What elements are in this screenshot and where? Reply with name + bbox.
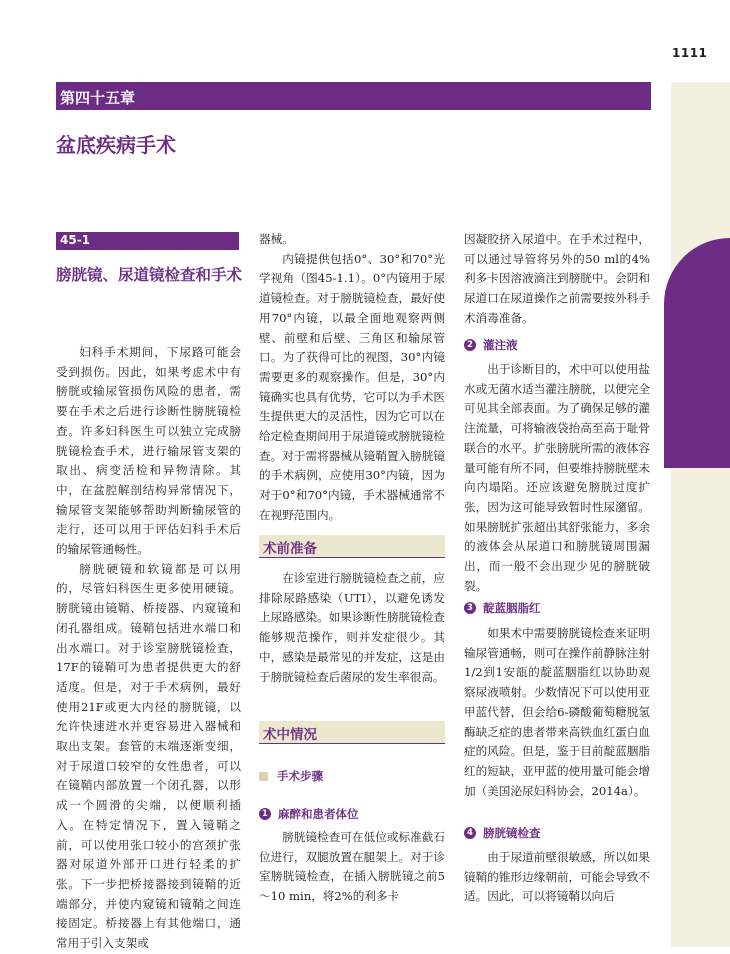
chapter-thumb-tab: [664, 238, 730, 468]
preop-text: [259, 569, 445, 687]
preop-heading-text: 术前准备: [263, 541, 317, 557]
paragraph: 出于诊断目的，术中可以使用盐水或无菌水适当灌注膀胱，以便完全可见其全部表面。为了确保足够的灌注流量，可将输液袋抬高至高于耻骨联合的水平。扩张膀胱所需的液体容量可能有所不同，但要维持膀胱壁未向内塌陷。还应该避免膀胱过度扩张，因为这可能导致暂时性尿潴留。如果膀胱扩张超出其舒张能力，多余的液体会从尿道口和膀胱镜周围漏出，而一般不会出现少见的膀胱破裂。: [464, 362, 650, 593]
square-bullet-icon: [259, 772, 268, 781]
section-title: 膀胱镜、尿道镜检查和手术: [56, 266, 243, 284]
paragraph: 膀胱镜检查可在低位或标准截石位进行，双腿放置在腿架上。对于诊室膀胱镜检查，在插入膀胱镜之前5～10 min，将2%的利多卡: [259, 830, 445, 904]
paragraph: 膀胱硬镜和软镜都是可以用的，尽管妇科医生更多使用硬镜。膀胱镜由镜鞘、桥接器、内窥镜和闭孔器组成。镜鞘包括进水端口和出水端口。对于诊室膀胱镜检查，17F的镜鞘可为患者提供更大的舒适度。但是，对于手术病例，最好使用21F或更大内径的膀胱镜，以允许快速进水并更容易进入器械和取出支架。套管的末端逐渐变细，对于尿道口较窄的女性患者，可以在镜鞘内部放置一个闭孔器，以形成一个圆滑的尖端，以便顺利插入。在特定情况下，置入镜鞘之前，可以使用张口较小的宫颈扩张器对尿道外部开口进行轻柔的扩张。下一步把桥接器接到镜鞘的近端部分，并使内窥镜和镜鞘之间连接固定。桥接器上有其他端口，通常用于引入支架或: [56, 561, 241, 951]
step-3-text: [464, 624, 650, 801]
chapter-title: 盆底疾病手术: [56, 133, 176, 157]
step-2-text: [464, 360, 650, 596]
step-4-heading: [464, 825, 541, 841]
step-4-title: 膀胱镜检查: [483, 826, 541, 840]
step-2-title: 灌注液: [483, 338, 518, 352]
number-circle-icon: 4: [464, 827, 476, 839]
intraop-heading-text: 术中情况: [263, 727, 317, 743]
paragraph: 在诊室进行膀胱镜检查之前，应排除尿路感染（UTI），以避免诱发上尿路感染。如果诊断性膀胱镜检查能够规范操作，则并发症很少。其中，感染是最常见的并发症，这是由于膀胱镜检查后菌尿的发生率很高。: [259, 571, 445, 684]
paragraph: 因凝胶挤入尿道中。在手术过程中，可以通过导管将另外的50 ml的4%利多卡因溶液滴注到膀胱中。会阴和尿道口在尿道操作之前需要按外科手术消毒准备。: [464, 232, 650, 325]
step-3-heading: [464, 600, 541, 616]
section-number: 45-1: [60, 233, 91, 247]
paragraph: 由于尿道前壁很敏感，所以如果镜鞘的锥形边缘朝前，可能会导致不适。因此，可以将镜鞘以向后: [464, 850, 650, 904]
preop-heading: [259, 535, 445, 558]
paragraph: 器械。: [259, 232, 294, 246]
surgical-steps-label: 手术步骤: [277, 769, 323, 783]
intraop-heading: [259, 721, 445, 744]
number-circle-icon: 2: [464, 339, 476, 351]
number-circle-icon: 1: [259, 808, 271, 820]
step-1-text: [259, 828, 445, 907]
right-margin-band: [671, 82, 730, 947]
column-2-top: [259, 230, 445, 526]
step-1-heading: [259, 806, 359, 822]
step-3-title: 靛蓝胭脂红: [483, 601, 541, 615]
number-circle-icon: 3: [464, 602, 476, 614]
column-3-top: [464, 230, 650, 329]
step-2-heading: [464, 337, 518, 353]
chapter-bar: [56, 82, 651, 110]
step-1-title: 麻醉和患者体位: [278, 807, 359, 821]
column-1: [56, 343, 241, 954]
step-4-text: [464, 848, 650, 907]
paragraph: 内镜提供包括0°、30°和70°光学视角（图45-1.1）。0°内镜用于尿道镜检查。对于膀胱镜检查，最好使用70°内镜，以最全面地观察两侧壁、前壁和后壁、三角区和输尿管口。为了获得可比的视图，30°内镜需要更多的观察操作。但是，30°内镜确实也具有优势，它可以为手术医生提供更大的灵活性，因为它可以在给定检查期间用于尿道镜或膀胱镜检查。对于需将器械从镜鞘置入膀胱镜的手术病例，应使用30°内镜，因为对于0°和70°内镜，手术器械通常不在视野范围内。: [259, 251, 445, 522]
paragraph: 妇科手术期间，下尿路可能会受到损伤。因此，如果考虑术中有膀胱或输尿管损伤风险的患者，需要在手术之后进行诊断性膀胱镜检查。许多妇科医生可以独立完成膀胱镜检查手术，进行输尿管支架的取出、病变活检和异物清除。其中，在盆腔解剖结构异常情况下，输尿管支架能够帮助判断输尿管的走行，还可以用于评估妇科手术后的输尿管通畅性。: [56, 345, 241, 557]
surgical-steps-heading: [259, 768, 323, 784]
page-number: 1111: [672, 46, 708, 60]
paragraph: 如果术中需要膀胱镜检查来证明输尿管通畅，则可在操作前静脉注射1/2到1安瓿的靛蓝胭脂红以协助观察尿液喷射。少数情况下可以使用亚甲蓝代替，但会给6-磷酸葡萄糖脱氢酶缺乏症的患者带来高铁血红蛋白血症的风险。但是，鉴于目前靛蓝胭脂红的短缺，亚甲蓝的使用量可能会增加（美国泌尿妇科协会，2014a）。: [464, 626, 650, 798]
chapter-label: 第四十五章: [60, 89, 136, 107]
